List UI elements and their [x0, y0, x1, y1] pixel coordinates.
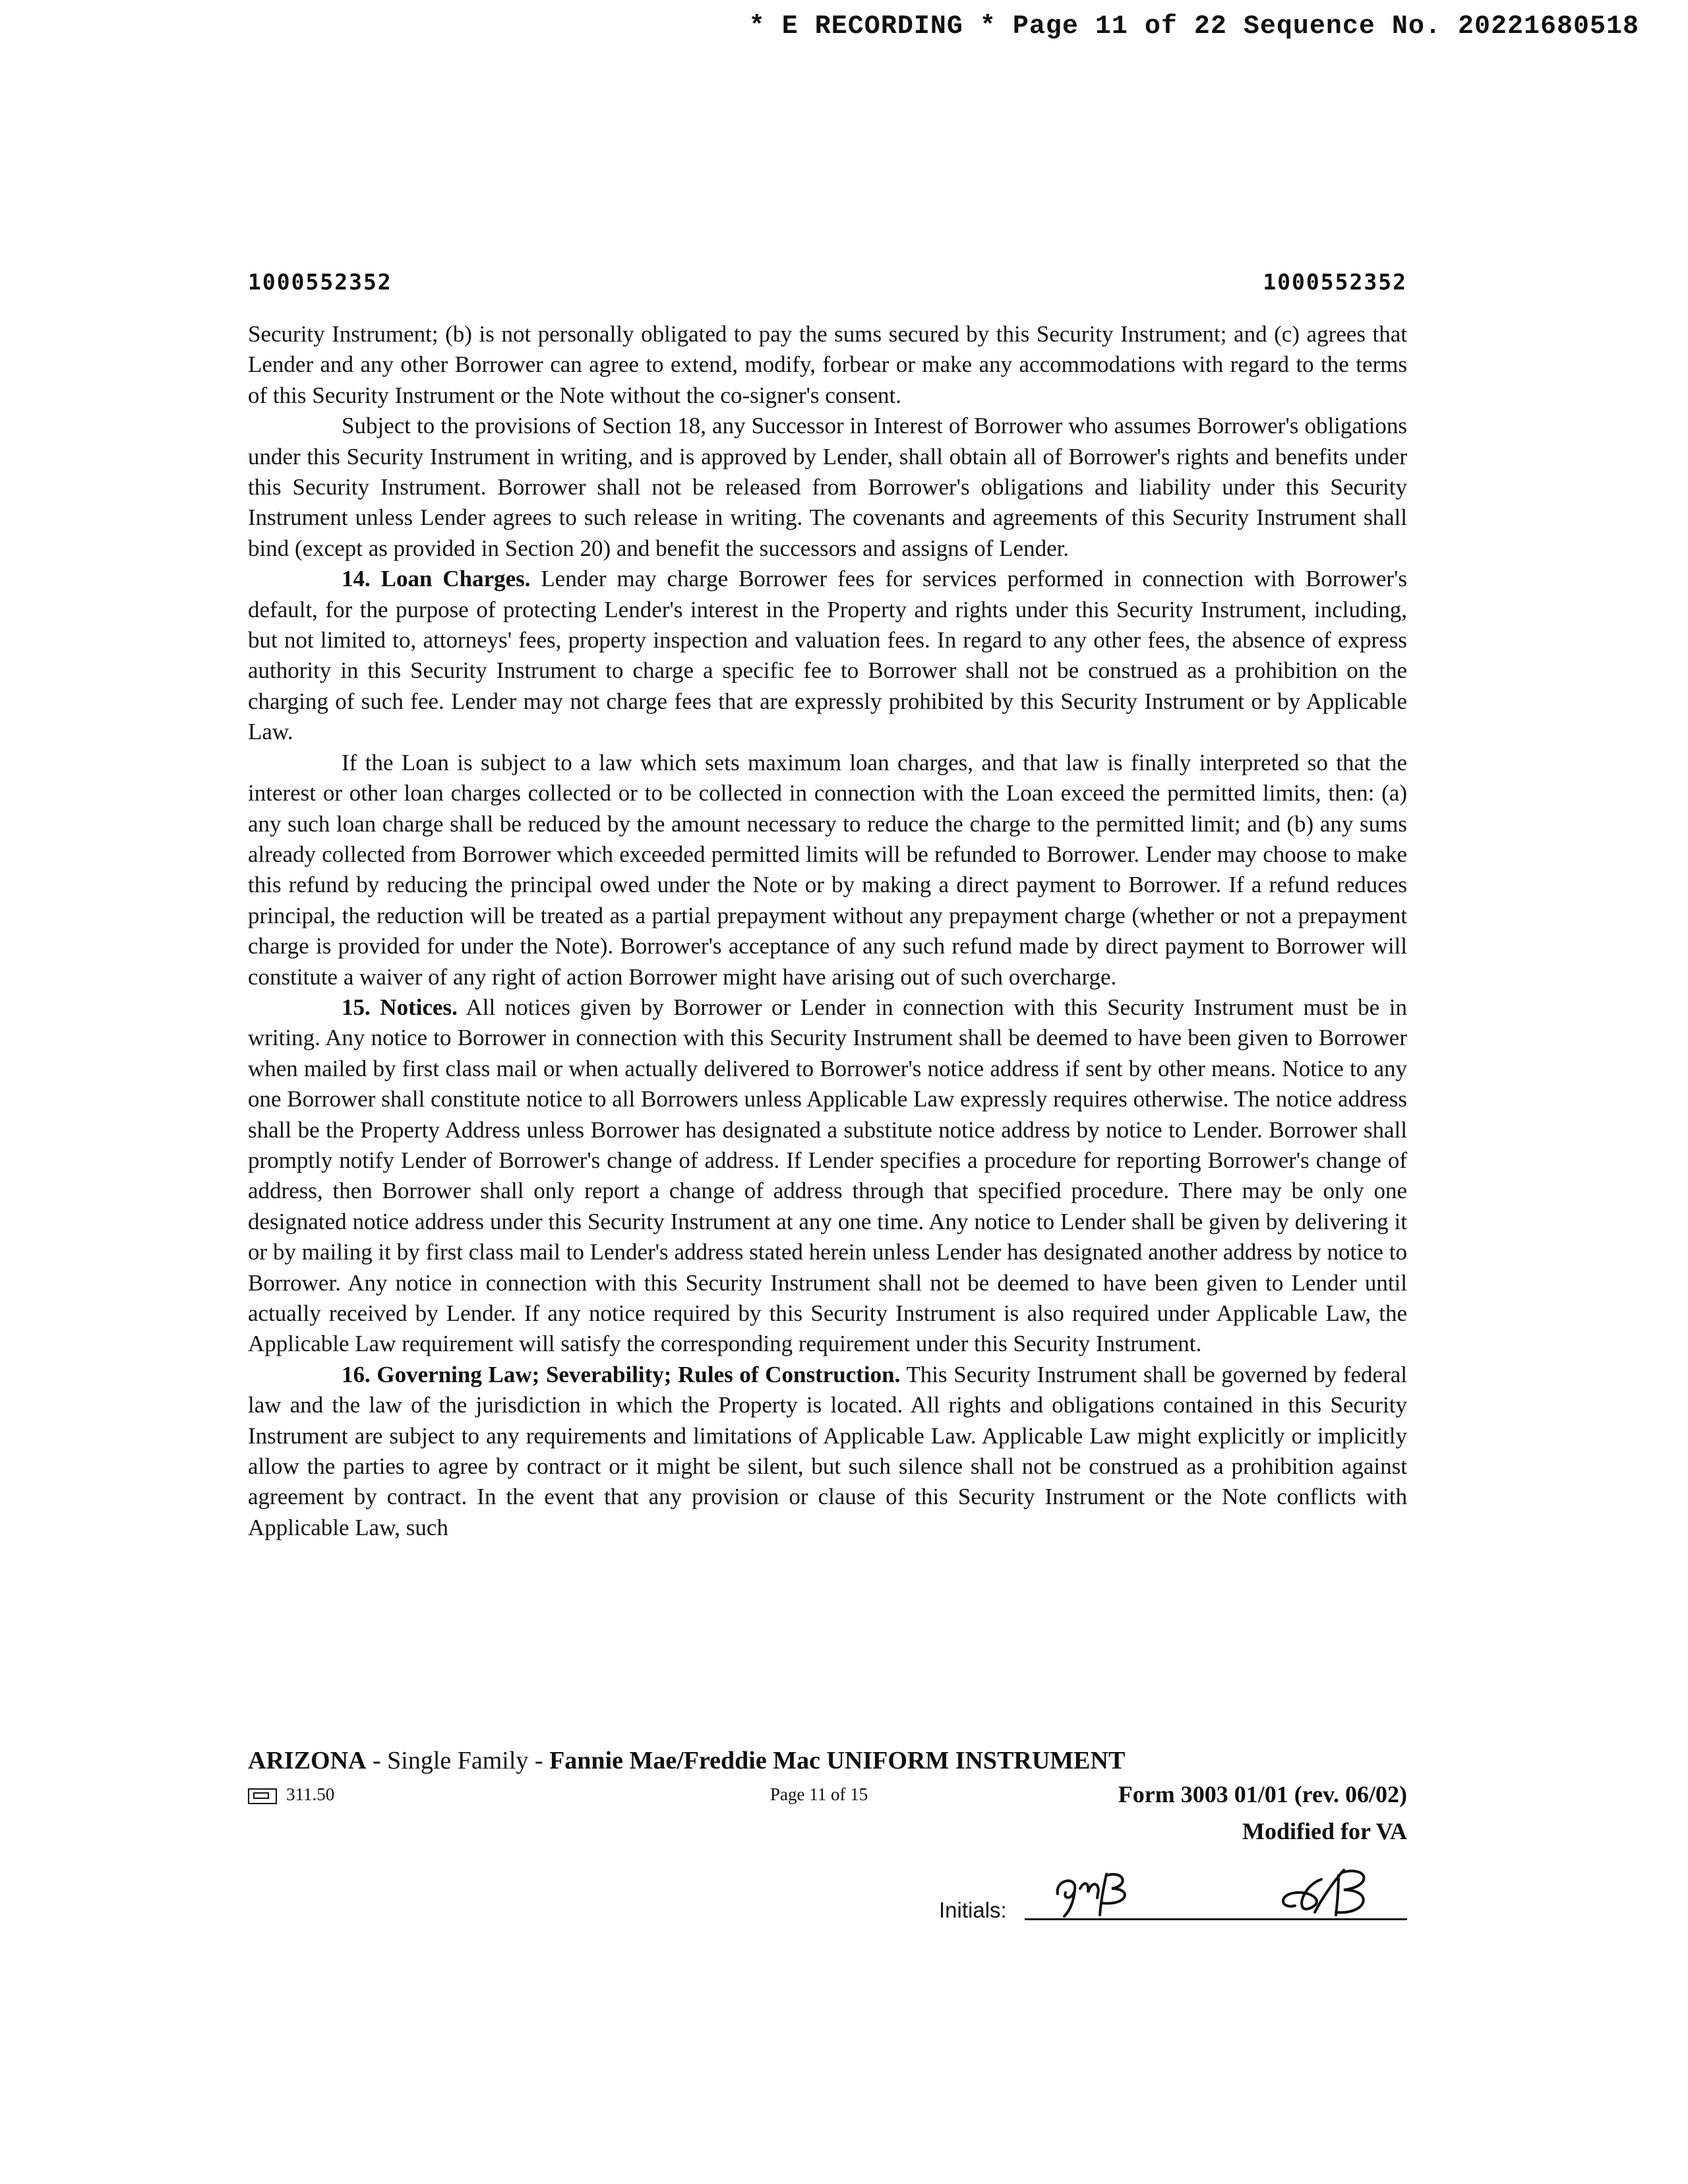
initials-label: Initials:	[939, 1898, 1007, 1922]
footer-title	[248, 1746, 1125, 1775]
section-heading: 16. Governing Law; Severability; Rules of Construction.	[342, 1361, 901, 1387]
modified-for-va: Modified for VA	[1242, 1818, 1407, 1844]
footer-row	[248, 1780, 1407, 1812]
paragraph-successor	[248, 411, 1407, 564]
paragraph-loan-limit	[248, 748, 1407, 992]
form-code	[248, 1784, 334, 1805]
form-logo-icon	[248, 1788, 277, 1804]
section-14-loan-charges	[248, 564, 1407, 747]
loan-number-left: 1000552352	[248, 269, 392, 295]
page-number: Page 11 of 15	[770, 1784, 868, 1804]
document-body	[248, 319, 1407, 1543]
paragraph-text: All notices given by Borrower or Lender in connection with this Security Instrument must be in writing. Any notice to Borrower in connection with this Security Instrument shall be deemed to have been given to Borrower when mailed by first class mail or when actually delivered to Borrower's notice address if sent by other means. Notice to any one Borrower shall constitute notice to all Borrowers unless Applicable Law expressly requires otherwise. The notice address shall be the Property Address unless Borrower has designated a substitute notice address by notice to Lender. Borrower shall promptly notify Lender of Borrower's change of address. If Lender specifies a procedure for reporting Borrower's change of address, then Borrower shall only report a change of address through that specified procedure. There may be only one designated notice address under this Security Instrument at any one time. Any notice to Lender shall be given by delivering it or by mailing it by first class mail to Lender's address stated herein unless Lender has designated another address by notice to Borrower. Any notice in connection with this Security Instrument shall not be deemed to have been given to Lender until actually received by Lender. If any notice required by this Security Instrument is also required under Applicable Law, the Applicable Law requirement will satisfy the corresponding requirement under this Security Instrument.	[248, 994, 1407, 1357]
paragraph-text: If the Loan is subject to a law which sets maximum loan charges, and that law is finally interpreted so that the interest or other loan charges collected or to be collected in connection with the Loan exceed the permitted limits, then: (a) any such loan charge shall be reduced by the amount necessary to reduce the charge to the permitted limit; and (b) any sums already collected from Borrower which exceeded permitted limits will be refunded to Borrower. Lender may choose to make this refund by reducing the principal owed under the Note or by making a direct payment to Borrower. If a refund reduces principal, the reduction will be treated as a partial prepayment without any prepayment charge (whether or not a prepayment charge is provided for under the Note). Borrower's acceptance of any such refund made by direct payment to Borrower will constitute a waiver of any right of action Borrower might have arising out of such overcharge.	[248, 749, 1407, 990]
section-15-notices	[248, 992, 1407, 1360]
footer-separator: - Single Family -	[366, 1747, 550, 1774]
recording-header: * E RECORDING * Page 11 of 22 Sequence No. 20221680518	[748, 12, 1639, 42]
paragraph-text: Subject to the provisions of Section 18, any Successor in Interest of Borrower who assumes Borrower's obligations under this Security Instrument in writing, and is approved by Lender, shall obtain all of Borrower's rights and benefits under this Security Instrument. Borrower shall not be released from Borrower's obligations and liability under this Security Instrument unless Lender agrees to such release in writing. The covenants and agreements of this Security Instrument shall bind (except as provided in Section 20) and benefit the successors and assigns of Lender.	[248, 413, 1407, 561]
section-16-governing-law	[248, 1360, 1407, 1543]
paragraph-continued	[248, 319, 1407, 411]
form-number: Form 3003 01/01 (rev. 06/02)	[1118, 1781, 1407, 1807]
section-heading: 15. Notices.	[342, 994, 458, 1020]
footer-program: Fannie Mae/Freddie Mac UNIFORM INSTRUMENT	[549, 1747, 1126, 1774]
section-heading: 14. Loan Charges.	[342, 566, 531, 592]
footer-state: ARIZONA	[248, 1747, 367, 1774]
initials-block	[939, 1866, 1407, 1926]
loan-number-right: 1000552352	[1263, 269, 1407, 295]
paragraph-text: Lender may charge Borrower fees for services performed in connection with Borrower's default, for the purpose of protecting Lender's interest in the Property and rights under this Security Instrument, including, but not limited to, attorneys' fees, property inspection and valuation fees. In regard to any other fees, the absence of express authority in this Security Instrument to charge a specific fee to Borrower shall not be construed as a prohibition on the charging of such fee. Lender may not charge fees that are expressly prohibited by this Security Instrument or by Applicable Law.	[248, 566, 1407, 745]
form-code-text: 311.50	[286, 1784, 335, 1804]
paragraph-text: This Security Instrument shall be governed by federal law and the law of the jurisdiction in which the Property is located. All rights and obligations contained in this Security Instrument are subject to any requirements and limitations of Applicable Law. Applicable Law might explicitly or implicitly allow the parties to agree by contract or it might be silent, but such silence shall not be construed as a prohibition against agreement by contract. In the event that any provision or clause of this Security Instrument or the Note conflicts with Applicable Law, such	[248, 1361, 1407, 1540]
signature-initials-1	[1051, 1866, 1163, 1919]
paragraph-text: Security Instrument; (b) is not personally obligated to pay the sums secured by this Security Instrument; and (c) agrees that Lender and any other Borrower can agree to extend, modify, forbear or make any accommodations with regard to the terms of this Security Instrument or the Note without the co-signer's consent.	[248, 321, 1407, 408]
signature-initials-2	[1275, 1866, 1401, 1919]
